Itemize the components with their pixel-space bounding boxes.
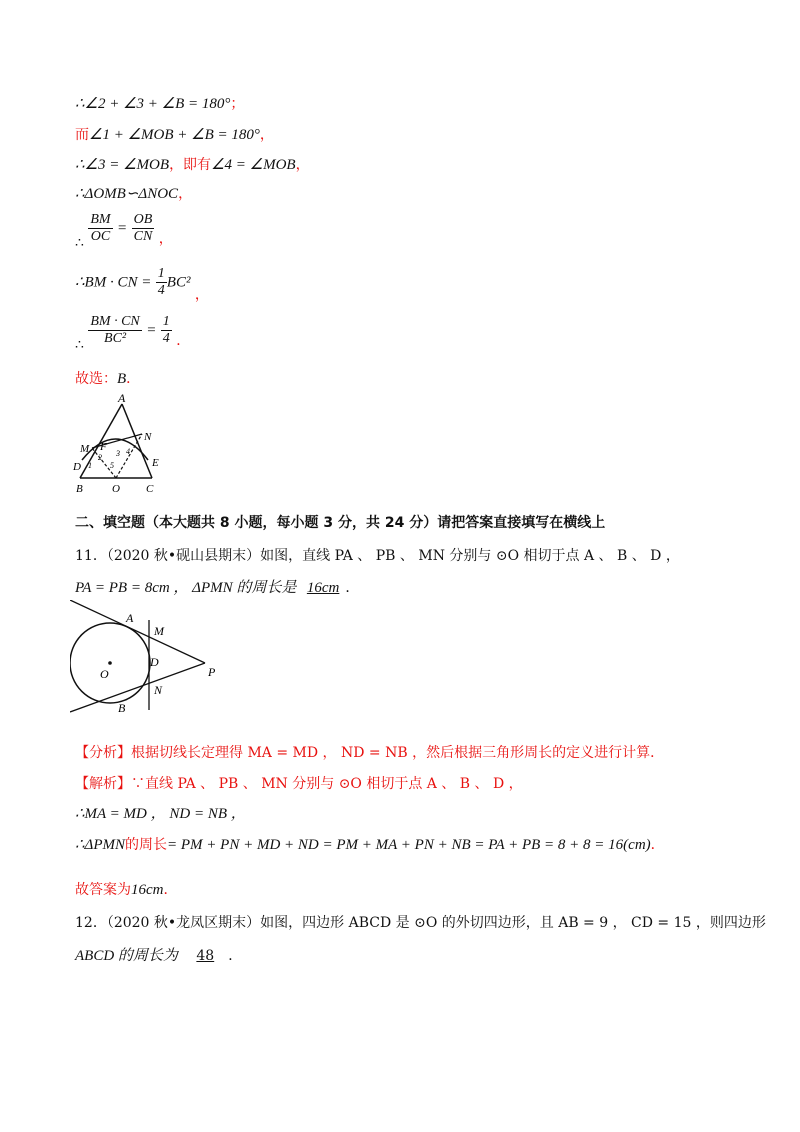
solution-text: ∴MA = MD ， ND = NB ， (75, 806, 246, 822)
q11-analysis (75, 742, 664, 762)
label-n: N (154, 683, 163, 697)
equation: ∴∠2 + ∠3 + ∠B = 180° (75, 96, 231, 112)
label-d: D (73, 461, 81, 473)
equation: ∴∠3 = ∠MOB (75, 157, 170, 173)
angle-1: 1 (88, 461, 92, 470)
label-o: O (100, 667, 109, 681)
fraction-one-quarter (161, 314, 172, 347)
fraction-one-quarter (156, 266, 167, 299)
triangle-arc-figure (70, 390, 170, 495)
answer-label: 故选： (75, 371, 117, 387)
denominator: OC (90, 229, 111, 244)
numerator: BM (90, 212, 111, 227)
label-o: O (112, 483, 120, 495)
label-m: M (154, 624, 164, 638)
therefore-sign: ∴ (75, 234, 84, 251)
proof-line-5: ∴ $\frac{BM}{OC}$ = $\frac{OB}{CN}$ ， (75, 212, 173, 251)
numerator: 1 (157, 266, 165, 281)
q12-line-1: 12．（2020 秋•龙凤区期末）如图，四边形 ABCD 是 ⊙O 的外切四边形，且 AB = 9 ， CD = 15 ，则四边形 (75, 915, 766, 931)
punct: ； (230, 96, 245, 112)
proof-line-4 (75, 185, 192, 203)
analysis-text: 根据切线长定理得 MA = MD ， ND = NB ，然后根据三角形周长的定义进行计算． (131, 745, 665, 761)
angle-5: 5 (110, 461, 114, 470)
denominator: 4 (162, 331, 170, 346)
equation: ∴BM · CN = (75, 274, 152, 291)
angle-2: 2 (98, 453, 102, 462)
proof-line-1 (75, 95, 244, 113)
punct: ， (259, 127, 274, 143)
numerator: 1 (162, 314, 170, 329)
answer-value: B (117, 371, 127, 387)
label-a: A (126, 611, 134, 625)
punct: ， (158, 230, 173, 247)
final-label: 故答案为 (75, 882, 131, 898)
q11-answer-blank: 16cm (306, 580, 340, 596)
punct: ． (176, 332, 191, 349)
circle-tangent-figure (70, 600, 230, 718)
label-p: P (208, 665, 216, 679)
equation: ∠1 + ∠MOB + ∠B = 180° (89, 127, 260, 143)
label-m: M (80, 443, 90, 455)
punct: ． (650, 837, 665, 853)
analysis-tag: 【分析】 (75, 745, 131, 761)
final-value: 16cm (131, 882, 164, 898)
denominator: 4 (157, 283, 165, 298)
q11-line-2 (75, 576, 359, 597)
proof-line-6 (75, 266, 209, 303)
punct: ． (345, 580, 360, 596)
q12-answer-blank: 48 (196, 948, 215, 964)
punct: ， (178, 186, 193, 202)
q11-line-1: 11．（2020 秋•砚山县期末）如图，直线 PA 、 PB 、 MN 分别与 ⊙O 相切于点 A 、 B 、 D ， (75, 548, 680, 564)
punct: ， (194, 286, 209, 303)
fraction-ob-cn (132, 212, 155, 245)
word: ，即有 (169, 157, 212, 173)
punct: ． (126, 371, 141, 387)
answer-line (75, 370, 140, 388)
q11-solution-2 (75, 802, 246, 823)
denominator: CN (133, 229, 153, 244)
solution-text: ∵直线 PA 、 PB 、 MN 分别与 ⊙O 相切于点 A 、 B 、 D ， (131, 776, 523, 792)
solution-text: ∴ΔPMN (75, 837, 126, 853)
proof-line-2 (75, 126, 274, 144)
proof-line-3 (75, 156, 310, 174)
q12-line-2 (75, 944, 242, 965)
proof-line-7: ∴ $\frac{BM \cdot CN}{\text{BC²}}$ = $\frac{1}{4}$ ． (75, 314, 191, 353)
label-f: F (100, 441, 107, 453)
label-e: E (152, 457, 159, 469)
numerator: BM · CN (90, 314, 140, 329)
angle-3: 3 (116, 449, 120, 458)
punct: ． (163, 882, 178, 898)
fraction-bm-oc (88, 212, 112, 245)
denominator: BC² (104, 331, 127, 346)
q11-solution-3 (75, 834, 665, 854)
label-n: N (144, 431, 152, 443)
fraction-bmcn-bc2 (88, 314, 141, 347)
label-d: D (150, 655, 159, 669)
q12-statement: ABCD 的周长为 (75, 948, 178, 964)
label-b: B (118, 701, 126, 715)
label-b: B (76, 483, 83, 495)
q11-solution-1 (75, 773, 523, 793)
solution-tag: 【解析】 (75, 776, 131, 792)
solution-word: 的周长 (125, 837, 168, 853)
numerator: OB (132, 212, 155, 229)
equation: ∠4 = ∠MOB (211, 157, 296, 173)
equation-tail: BC² (166, 274, 191, 291)
solution-equation: = PM + PN + MD + ND = PM + MA + PN + NB = PA + PB = 8 + 8 = 16(cm) (167, 837, 651, 853)
similarity-statement: ∴ΔOMB∽ΔNOC (75, 186, 179, 202)
punct: ， (295, 157, 310, 173)
label-c: C (146, 483, 154, 495)
word: 而 (75, 127, 89, 143)
q11-final-answer (75, 879, 178, 899)
label-a: A (118, 391, 126, 405)
section-title: 二、填空题（本大题共 8 小题，每小题 3 分，共 24 分）请把答案直接填写在横线上 (75, 515, 606, 531)
punct: ． (228, 948, 243, 964)
therefore-sign: ∴ (75, 336, 84, 353)
q11-statement: PA = PB = 8cm ， ΔPMN 的周长是 (75, 580, 297, 596)
angle-4: 4 (126, 447, 130, 456)
